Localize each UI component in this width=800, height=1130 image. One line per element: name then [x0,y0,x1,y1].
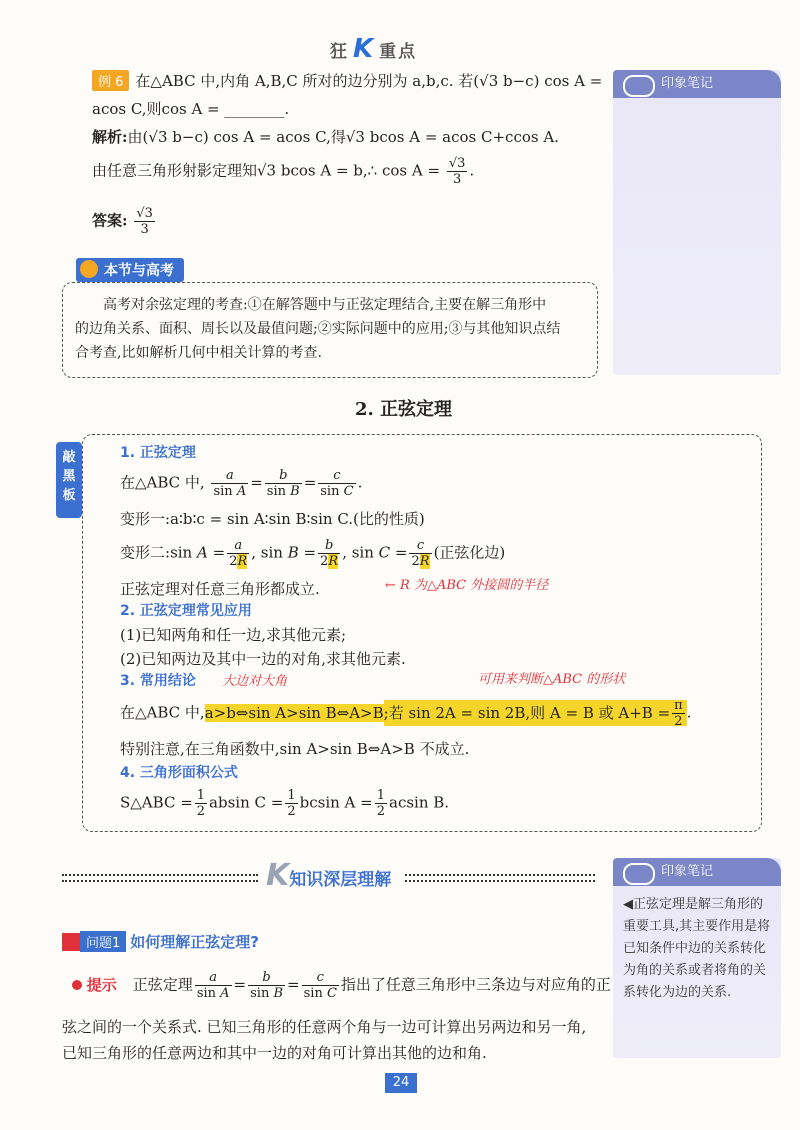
hint-line1: 提示 正弦定理 $\frac{a}{\text{sin A}}$ = $\frac{b}{\text{sin B}}$ = $\frac{c}{\text{sin C}}$ 指出了任意三角形中三条边与对应角的正 [72,970,611,1001]
note-shape: 可用来判断△ABC 的形状 [478,672,626,687]
hint-dot-icon [72,980,82,990]
section-title: 2. 正弦定理 [355,399,453,420]
heading-area: 4. 三角形面积公式 [120,765,238,781]
highlight-sin2A: ;若 sin 2A = sin 2B,则 A = B 或 A+B = $\frac{\pi}{2}$ [384,700,687,726]
side-note-2: 印象笔记 ◀正弦定理是解三角形的重要工具,其主要作用是将已知条件中边的关系转化为角的关系或者将角的关系转化为边的关系. [613,858,781,1058]
hint-line3: 已知三角形的任意两边和其中一边的对角可计算出其他的边和角. [62,1044,487,1062]
solution-line2: 由任意三角形射影定理知√3 bcos A = b,∴ cos A = $\frac{√3}{3}$ . [92,156,475,187]
side-note-text: ◀正弦定理是解三角形的重要工具,其主要作用是将已知条件中边的关系转化为角的关系或者将角的关系转化为边的关系. [623,897,771,1000]
elephant-icon [623,75,655,97]
heading-conclusions: 3. 常用结论 [120,673,196,689]
question-heading: 问题1 如何理解正弦定理? [62,931,259,952]
divider-right [405,874,595,882]
special-note: 特别注意,在三角函数中,sin A>sin B⇔A>B 不成立. [120,740,470,758]
fraction-sqrt3-over-3: $\frac{√3}{3}$ [448,156,466,187]
note-R-radius: ← R 为△ABC 外接圆的半径 [385,578,549,593]
application-2: (2)已知两边及其中一边的对角,求其他元素. [120,650,406,668]
variant-two: 变形二:sin A = $\frac{a}{2R}$ , sin B = $\frac{b}{2R}$ , sin C = $\frac{c}{2R}$ (正弦化边) [120,538,506,569]
highlight-side-angle: a>b⇔sin A>sin B⇔A>B [204,703,384,722]
example-question-line2: acos C,则cos A = ________. [92,100,290,118]
hint-line2: 弦之间的一个关系式. 已知三角形的任意两个角与一边可计算出另两边和另一角, [62,1018,587,1036]
solution-line1: 解析:由(√3 b−c) cos A = acos C,得√3 bcos A = acos C+ccos A. [92,128,559,146]
question-marker-icon [62,933,80,951]
side-note-1: 印象笔记 [613,70,781,375]
note-bigger-side: 大边对大角 [222,674,288,689]
heading-sine-law: 1. 正弦定理 [120,445,196,461]
example-question-line1: 例 6 在△ABC 中,内角 A,B,C 所对的边分别为 a,b,c. 若(√3 b−c) cos A = [92,70,602,91]
heading-applications: 2. 正弦定理常见应用 [120,603,252,619]
sine-law-formula: 在△ABC 中, $\frac{a}{\text{sin A}}$ = $\frac{b}{\text{sin B}}$ = $\frac{c}{\text{sin C}}$ . [120,468,363,499]
area-formula: S△ABC = $\frac{1}{2}$ absin C = $\frac{1}{2}$ bcsin A = $\frac{1}{2}$ acsin B. [120,788,450,819]
deep-understanding-title: K知识深层理解 [266,858,392,893]
brand-right: 重点 [379,42,418,62]
exam-section-tag: 本节与高考 [76,258,184,282]
conclusion-line: 在△ABC 中,a>b⇔sin A>sin B⇔A>B;若 sin 2A = sin 2B,则 A = B 或 A+B = $\frac{\pi}{2}$ . [120,698,692,729]
divider-left [62,874,258,882]
brand-left: 狂 [330,42,349,62]
variant-one: 变形一:a∶b∶c = sin A∶sin B∶sin C.(比的性质) [120,510,425,528]
example-tag: 例 6 [92,70,129,91]
answer-fraction: $\frac{√3}{3}$ [136,206,153,237]
elephant-icon [623,863,655,885]
brand-k-logo: K [353,34,376,64]
blackboard-side-tab: 敲黑板 [56,442,82,518]
all-triangles: 正弦定理对任意三角形都成立. [120,580,320,598]
answer-line: 答案: $\frac{√3}{3}$ [92,206,153,237]
application-1: (1)已知两角和任一边,求其他元素; [120,626,347,644]
page-header-brand [330,34,417,64]
page-number: 24 [385,1073,417,1093]
exam-section-box: 高考对余弦定理的考查:①在解答题中与正弦定理结合,主要在解三角形中 的边角关系、面积、周长以及最值问题;②实际问题中的应用;③与其他知识点结 合考查,比如解析几何中相关计算的考查. [62,282,598,378]
leaf-icon [80,260,98,278]
